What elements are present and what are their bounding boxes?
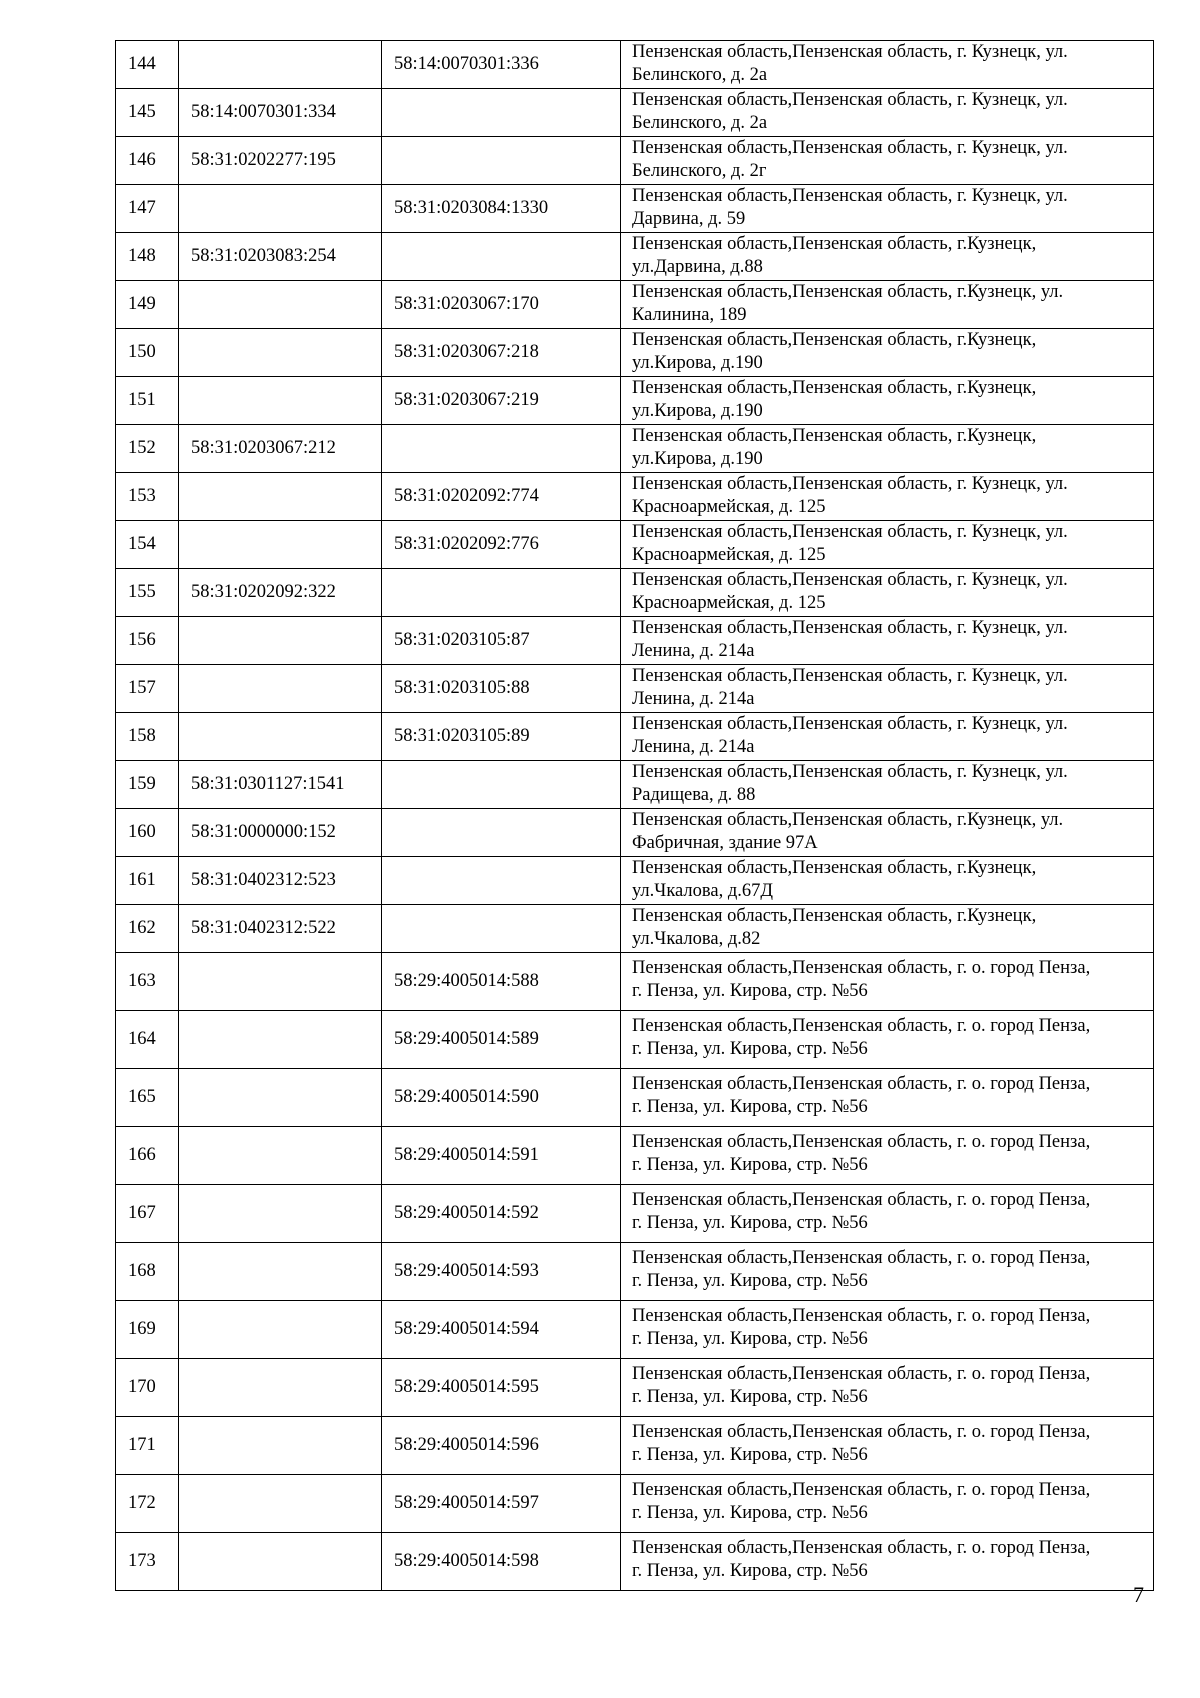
address-cell xyxy=(621,809,1154,857)
address-cell xyxy=(621,89,1154,137)
row-number-cell: 146 xyxy=(116,137,179,185)
table-row xyxy=(116,281,1154,329)
cadastral-number-cell xyxy=(382,569,621,617)
cadastral-number-cell: 58:29:4005014:598 xyxy=(382,1533,621,1591)
address-line: ул.Кирова, д.190 xyxy=(632,401,763,421)
row-number-cell: 151 xyxy=(116,377,179,425)
address-cell xyxy=(621,233,1154,281)
table-row xyxy=(116,137,1154,185)
table-row xyxy=(116,1417,1154,1475)
address-cell xyxy=(621,41,1154,89)
row-number-cell: 152 xyxy=(116,425,179,473)
row-number-cell: 147 xyxy=(116,185,179,233)
address-line: г. Пенза, ул. Кирова, стр. №56 xyxy=(632,1387,868,1407)
address-cell xyxy=(621,665,1154,713)
cadastral-number-cell xyxy=(179,665,382,713)
row-number-cell: 158 xyxy=(116,713,179,761)
address-cell xyxy=(621,761,1154,809)
cadastral-number-cell xyxy=(179,521,382,569)
address-line: Пензенская область,Пензенская область, г. Кузнецк, ул. xyxy=(632,474,1068,494)
address-line: Пензенская область,Пензенская область, г. Кузнецк, ул. xyxy=(632,618,1068,638)
address-line: Пензенская область,Пензенская область, г.Кузнецк, xyxy=(632,906,1037,926)
cadastral-number-cell: 58:31:0203105:88 xyxy=(382,665,621,713)
table-row xyxy=(116,1475,1154,1533)
cadastral-number-cell xyxy=(179,1301,382,1359)
address-line: Фабричная, здание 97А xyxy=(632,833,818,853)
address-cell xyxy=(621,1069,1154,1127)
cadastral-number-cell: 58:29:4005014:597 xyxy=(382,1475,621,1533)
table-row xyxy=(116,809,1154,857)
address-line: г. Пенза, ул. Кирова, стр. №56 xyxy=(632,1271,868,1291)
row-number-cell: 160 xyxy=(116,809,179,857)
address-line: Пензенская область,Пензенская область, г.Кузнецк, ул. xyxy=(632,810,1064,830)
row-number-cell: 167 xyxy=(116,1185,179,1243)
address-cell xyxy=(621,905,1154,953)
address-cell xyxy=(621,425,1154,473)
cadastral-number-cell: 58:31:0203067:212 xyxy=(179,425,382,473)
address-cell xyxy=(621,1243,1154,1301)
cadastral-number-cell: 58:31:0203105:89 xyxy=(382,713,621,761)
cadastral-number-cell xyxy=(179,185,382,233)
address-line: Пензенская область,Пензенская область, г. Кузнецк, ул. xyxy=(632,42,1068,62)
cadastral-number-cell xyxy=(382,425,621,473)
cadastral-number-cell: 58:29:4005014:596 xyxy=(382,1417,621,1475)
address-line: Белинского, д. 2г xyxy=(632,161,767,181)
cadastral-number-cell xyxy=(179,1011,382,1069)
table-row xyxy=(116,665,1154,713)
table-row xyxy=(116,1069,1154,1127)
cadastral-number-cell: 58:31:0000000:152 xyxy=(179,809,382,857)
cadastral-number-cell: 58:29:4005014:592 xyxy=(382,1185,621,1243)
address-line: Пензенская область,Пензенская область, г. о. город Пенза, xyxy=(632,1364,1091,1384)
cadastral-number-cell xyxy=(382,89,621,137)
row-number-cell: 172 xyxy=(116,1475,179,1533)
address-cell xyxy=(621,569,1154,617)
address-line: Пензенская область,Пензенская область, г. о. город Пенза, xyxy=(632,1538,1091,1558)
cadastral-number-cell xyxy=(179,1359,382,1417)
table-row xyxy=(116,89,1154,137)
cadastral-number-cell xyxy=(179,473,382,521)
address-line: ул.Чкалова, д.82 xyxy=(632,929,761,949)
table-row xyxy=(116,521,1154,569)
cadastral-number-cell xyxy=(179,1185,382,1243)
address-line: г. Пенза, ул. Кирова, стр. №56 xyxy=(632,1213,868,1233)
row-number-cell: 173 xyxy=(116,1533,179,1591)
table-row xyxy=(116,233,1154,281)
cadastral-number-cell xyxy=(179,281,382,329)
cadastral-number-cell: 58:31:0402312:522 xyxy=(179,905,382,953)
row-number-cell: 170 xyxy=(116,1359,179,1417)
row-number-cell: 163 xyxy=(116,953,179,1011)
address-line: Красноармейская, д. 125 xyxy=(632,497,826,517)
cadastral-number-cell: 58:14:0070301:334 xyxy=(179,89,382,137)
address-cell xyxy=(621,185,1154,233)
address-cell xyxy=(621,857,1154,905)
table-row xyxy=(116,905,1154,953)
cadastral-number-cell: 58:31:0202277:195 xyxy=(179,137,382,185)
address-cell xyxy=(621,617,1154,665)
address-cell xyxy=(621,1127,1154,1185)
address-line: Ленина, д. 214а xyxy=(632,689,755,709)
cadastral-number-cell: 58:29:4005014:590 xyxy=(382,1069,621,1127)
row-number-cell: 164 xyxy=(116,1011,179,1069)
row-number-cell: 166 xyxy=(116,1127,179,1185)
address-line: Пензенская область,Пензенская область, г. Кузнецк, ул. xyxy=(632,90,1068,110)
address-line: Пензенская область,Пензенская область, г. о. город Пенза, xyxy=(632,1248,1091,1268)
table-row xyxy=(116,377,1154,425)
address-line: Калинина, 189 xyxy=(632,305,747,325)
cadastral-number-cell xyxy=(179,41,382,89)
address-line: Красноармейская, д. 125 xyxy=(632,545,826,565)
row-number-cell: 148 xyxy=(116,233,179,281)
address-line: Белинского, д. 2а xyxy=(632,113,768,133)
row-number-cell: 153 xyxy=(116,473,179,521)
row-number-cell: 165 xyxy=(116,1069,179,1127)
table-row xyxy=(116,1127,1154,1185)
cadastral-number-cell: 58:29:4005014:588 xyxy=(382,953,621,1011)
cadastral-number-cell xyxy=(179,1475,382,1533)
cadastral-number-cell: 58:31:0301127:1541 xyxy=(179,761,382,809)
table-body xyxy=(116,41,1154,1591)
table-row xyxy=(116,953,1154,1011)
table-row xyxy=(116,569,1154,617)
address-line: Пензенская область,Пензенская область, г. о. город Пенза, xyxy=(632,1306,1091,1326)
table-row xyxy=(116,185,1154,233)
address-cell xyxy=(621,137,1154,185)
cadastral-number-cell: 58:29:4005014:589 xyxy=(382,1011,621,1069)
cadastral-number-cell xyxy=(179,1417,382,1475)
table-row xyxy=(116,761,1154,809)
cadastral-number-cell: 58:31:0203084:1330 xyxy=(382,185,621,233)
table-row xyxy=(116,617,1154,665)
address-line: Пензенская область,Пензенская область, г. Кузнецк, ул. xyxy=(632,666,1068,686)
row-number-cell: 162 xyxy=(116,905,179,953)
address-cell xyxy=(621,713,1154,761)
row-number-cell: 168 xyxy=(116,1243,179,1301)
table-row xyxy=(116,473,1154,521)
cadastral-number-cell: 58:31:0203105:87 xyxy=(382,617,621,665)
address-cell xyxy=(621,329,1154,377)
address-line: Красноармейская, д. 125 xyxy=(632,593,826,613)
address-line: г. Пенза, ул. Кирова, стр. №56 xyxy=(632,1445,868,1465)
cadastral-number-cell: 58:29:4005014:593 xyxy=(382,1243,621,1301)
cadastral-number-cell: 58:29:4005014:595 xyxy=(382,1359,621,1417)
table-row xyxy=(116,41,1154,89)
address-cell xyxy=(621,1185,1154,1243)
address-line: Пензенская область,Пензенская область, г.Кузнецк, xyxy=(632,330,1037,350)
cadastral-number-cell: 58:14:0070301:336 xyxy=(382,41,621,89)
row-number-cell: 145 xyxy=(116,89,179,137)
address-cell xyxy=(621,1533,1154,1591)
address-line: Пензенская область,Пензенская область, г. о. город Пенза, xyxy=(632,1132,1091,1152)
cadastral-number-cell: 58:31:0203067:218 xyxy=(382,329,621,377)
address-cell xyxy=(621,1301,1154,1359)
cadastral-number-cell xyxy=(179,617,382,665)
address-line: Пензенская область,Пензенская область, г. Кузнецк, ул. xyxy=(632,762,1068,782)
address-line: Радищева, д. 88 xyxy=(632,785,756,805)
address-cell xyxy=(621,1359,1154,1417)
cadastral-number-cell xyxy=(179,1127,382,1185)
row-number-cell: 161 xyxy=(116,857,179,905)
cadastral-number-cell: 58:31:0202092:776 xyxy=(382,521,621,569)
cadastral-number-cell xyxy=(179,1533,382,1591)
row-number-cell: 149 xyxy=(116,281,179,329)
cadastral-number-cell xyxy=(179,329,382,377)
address-line: Пензенская область,Пензенская область, г. о. город Пенза, xyxy=(632,1190,1091,1210)
address-line: Ленина, д. 214а xyxy=(632,641,755,661)
address-line: ул.Кирова, д.190 xyxy=(632,449,763,469)
cadastral-table xyxy=(115,40,1154,1591)
cadastral-number-cell: 58:31:0203067:170 xyxy=(382,281,621,329)
row-number-cell: 169 xyxy=(116,1301,179,1359)
cadastral-number-cell xyxy=(179,1243,382,1301)
address-line: г. Пенза, ул. Кирова, стр. №56 xyxy=(632,981,868,1001)
cadastral-number-cell xyxy=(179,1069,382,1127)
table-row xyxy=(116,1533,1154,1591)
table-row xyxy=(116,329,1154,377)
cadastral-number-cell: 58:31:0402312:523 xyxy=(179,857,382,905)
address-line: Пензенская область,Пензенская область, г.Кузнецк, ул. xyxy=(632,282,1064,302)
address-line: ул.Кирова, д.190 xyxy=(632,353,763,373)
cadastral-number-cell xyxy=(179,713,382,761)
table-row xyxy=(116,857,1154,905)
table-row xyxy=(116,1011,1154,1069)
address-line: г. Пенза, ул. Кирова, стр. №56 xyxy=(632,1097,868,1117)
cadastral-number-cell: 58:29:4005014:591 xyxy=(382,1127,621,1185)
table-row xyxy=(116,1243,1154,1301)
address-cell xyxy=(621,473,1154,521)
address-line: Пензенская область,Пензенская область, г. о. город Пенза, xyxy=(632,1074,1091,1094)
row-number-cell: 155 xyxy=(116,569,179,617)
address-cell xyxy=(621,281,1154,329)
cadastral-number-cell xyxy=(382,857,621,905)
address-line: г. Пенза, ул. Кирова, стр. №56 xyxy=(632,1329,868,1349)
row-number-cell: 144 xyxy=(116,41,179,89)
cadastral-number-cell: 58:31:0203067:219 xyxy=(382,377,621,425)
page-number: 7 xyxy=(1133,1582,1144,1607)
address-line: Пензенская область,Пензенская область, г. о. город Пенза, xyxy=(632,1422,1091,1442)
row-number-cell: 150 xyxy=(116,329,179,377)
address-line: Дарвина, д. 59 xyxy=(632,209,746,229)
address-line: Пензенская область,Пензенская область, г. Кузнецк, ул. xyxy=(632,138,1068,158)
address-line: Пензенская область,Пензенская область, г. о. город Пенза, xyxy=(632,958,1091,978)
cadastral-number-cell: 58:31:0202092:774 xyxy=(382,473,621,521)
address-line: г. Пенза, ул. Кирова, стр. №56 xyxy=(632,1155,868,1175)
row-number-cell: 171 xyxy=(116,1417,179,1475)
cadastral-number-cell xyxy=(382,905,621,953)
row-number-cell: 157 xyxy=(116,665,179,713)
address-line: ул.Чкалова, д.67Д xyxy=(632,881,773,901)
cadastral-number-cell xyxy=(382,761,621,809)
address-line: Пензенская область,Пензенская область, г. Кузнецк, ул. xyxy=(632,186,1068,206)
row-number-cell: 154 xyxy=(116,521,179,569)
address-line: г. Пенза, ул. Кирова, стр. №56 xyxy=(632,1503,868,1523)
address-line: г. Пенза, ул. Кирова, стр. №56 xyxy=(632,1039,868,1059)
cadastral-number-cell: 58:31:0203083:254 xyxy=(179,233,382,281)
table-row xyxy=(116,1359,1154,1417)
address-cell xyxy=(621,377,1154,425)
address-line: Пензенская область,Пензенская область, г.Кузнецк, xyxy=(632,234,1037,254)
table-row xyxy=(116,425,1154,473)
cadastral-number-cell xyxy=(382,137,621,185)
address-line: Ленина, д. 214а xyxy=(632,737,755,757)
address-cell xyxy=(621,1011,1154,1069)
table-row xyxy=(116,1185,1154,1243)
cadastral-number-cell: 58:29:4005014:594 xyxy=(382,1301,621,1359)
address-line: Пензенская область,Пензенская область, г. о. город Пенза, xyxy=(632,1480,1091,1500)
address-cell xyxy=(621,521,1154,569)
table-row xyxy=(116,713,1154,761)
address-line: г. Пенза, ул. Кирова, стр. №56 xyxy=(632,1561,868,1581)
address-line: Белинского, д. 2а xyxy=(632,65,768,85)
address-line: ул.Дарвина, д.88 xyxy=(632,257,763,277)
address-line: Пензенская область,Пензенская область, г.Кузнецк, xyxy=(632,858,1037,878)
address-cell xyxy=(621,1417,1154,1475)
address-line: Пензенская область,Пензенская область, г. Кузнецк, ул. xyxy=(632,714,1068,734)
address-line: Пензенская область,Пензенская область, г. Кузнецк, ул. xyxy=(632,522,1068,542)
address-line: Пензенская область,Пензенская область, г.Кузнецк, xyxy=(632,426,1037,446)
address-line: Пензенская область,Пензенская область, г. о. город Пенза, xyxy=(632,1016,1091,1036)
cadastral-number-cell xyxy=(179,953,382,1011)
address-cell xyxy=(621,953,1154,1011)
address-line: Пензенская область,Пензенская область, г.Кузнецк, xyxy=(632,378,1037,398)
cadastral-number-cell xyxy=(179,377,382,425)
cadastral-number-cell xyxy=(382,233,621,281)
cadastral-number-cell: 58:31:0202092:322 xyxy=(179,569,382,617)
address-line: Пензенская область,Пензенская область, г. Кузнецк, ул. xyxy=(632,570,1068,590)
row-number-cell: 156 xyxy=(116,617,179,665)
cadastral-number-cell xyxy=(382,809,621,857)
address-cell xyxy=(621,1475,1154,1533)
table-row xyxy=(116,1301,1154,1359)
row-number-cell: 159 xyxy=(116,761,179,809)
